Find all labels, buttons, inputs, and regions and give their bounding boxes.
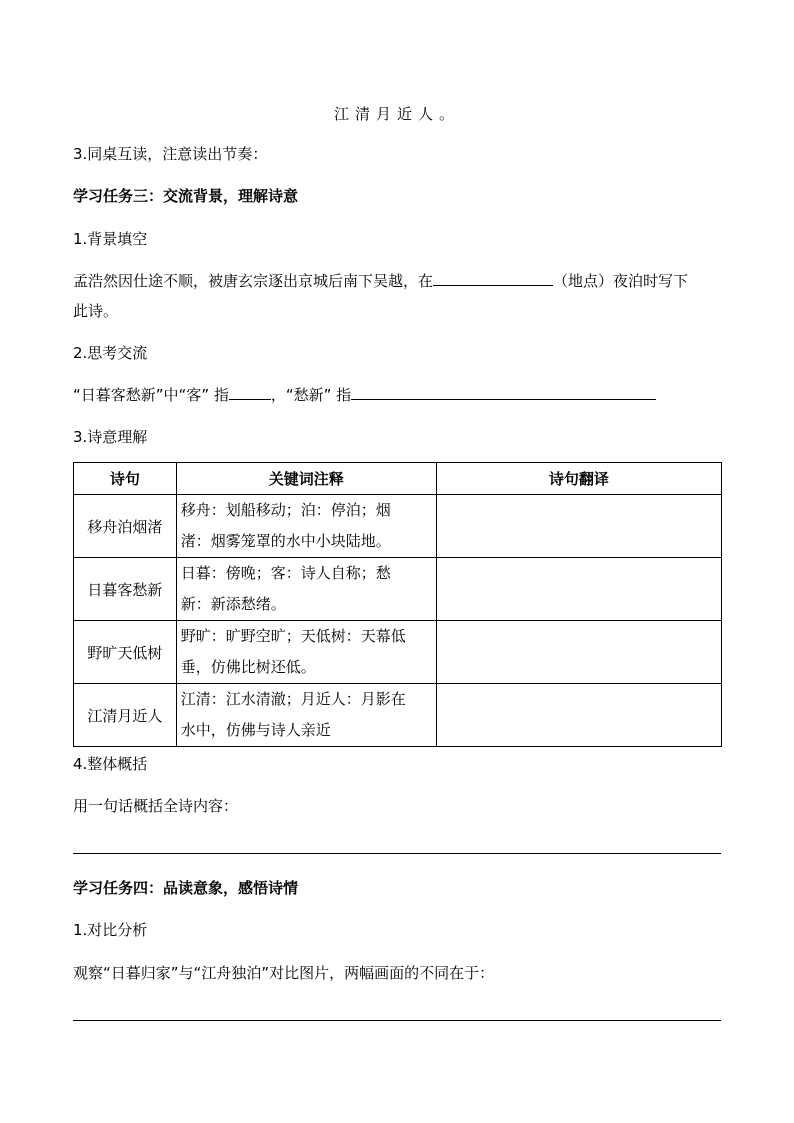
note-line: 垂，仿佛比树还低。	[180, 658, 316, 676]
step-3-instruction: 3.同桌互读，注意读出节奏：	[73, 145, 268, 163]
poem-line-cell: 日暮客愁新	[74, 558, 177, 621]
table-row	[74, 495, 722, 558]
task-4-heading: 学习任务四：品读意象，感悟诗情	[73, 879, 299, 897]
question-3-title: 3.诗意理解	[73, 428, 148, 446]
table-row	[74, 558, 722, 621]
note-line: 野旷：旷野空旷；天低树：天幕低	[180, 627, 406, 645]
poem-last-line: 江清月近人。	[333, 105, 460, 123]
question-1-text-start: 孟浩然因仕途不顺，被唐玄宗逐出京城后南下吴越，在	[73, 272, 434, 290]
question-2-text	[73, 385, 656, 405]
note-line: 新：新添愁绪。	[180, 595, 286, 613]
question-1-text	[73, 271, 688, 291]
question-2-text-mid: ，“愁新” 指	[270, 386, 352, 404]
question-2-title: 2.思考交流	[73, 344, 148, 362]
guest-meaning-blank[interactable]	[229, 385, 271, 400]
keyword-notes-cell	[176, 558, 436, 621]
poem-line-cell: 野旷天低树	[74, 621, 177, 684]
comparison-answer-line[interactable]	[73, 1020, 721, 1021]
question-1-title: 1.背景填空	[73, 230, 148, 248]
keyword-notes-cell	[176, 495, 436, 558]
question-1-text-end: （地点）夜泊时写下	[553, 272, 689, 290]
poem-line-cell: 江清月近人	[74, 684, 177, 747]
note-line: 江清：江水清澈；月近人：月影在	[180, 690, 406, 708]
table-header-row	[74, 463, 722, 495]
translation-cell[interactable]	[436, 495, 721, 558]
poem-line-cell: 移舟泊烟渚	[74, 495, 177, 558]
translation-cell[interactable]	[436, 558, 721, 621]
question-5-text: 观察“日暮归家”与“江舟独泊”对比图片，两幅画面的不同在于：	[73, 964, 495, 982]
note-line: 渚：烟雾笼罩的水中小块陆地。	[180, 532, 391, 550]
header-poem-line: 诗句	[74, 463, 177, 495]
question-2-text-start: “日暮客愁新”中“客” 指	[73, 386, 229, 404]
question-4-text: 用一句话概括全诗内容：	[73, 797, 239, 815]
table-row	[74, 621, 722, 684]
keyword-notes-cell	[176, 684, 436, 747]
table-row	[74, 684, 722, 747]
poem-understanding-table	[73, 462, 722, 747]
header-translation: 诗句翻译	[436, 463, 721, 495]
summary-answer-line[interactable]	[73, 853, 721, 854]
task-3-heading: 学习任务三：交流背景，理解诗意	[73, 187, 299, 205]
translation-cell[interactable]	[436, 684, 721, 747]
sorrow-meaning-blank[interactable]	[351, 385, 656, 400]
question-5-title: 1.对比分析	[73, 921, 148, 939]
keyword-notes-cell	[176, 621, 436, 684]
note-line: 日暮：傍晚；客：诗人自称；愁	[180, 564, 391, 582]
header-keyword-notes: 关键词注释	[176, 463, 436, 495]
question-4-title: 4.整体概括	[73, 755, 148, 773]
note-line: 水中，仿佛与诗人亲近	[180, 721, 331, 739]
note-line: 移舟：划船移动；泊：停泊；烟	[180, 501, 391, 519]
question-1-text-continued: 此诗。	[73, 302, 119, 320]
translation-cell[interactable]	[436, 621, 721, 684]
location-blank[interactable]	[433, 271, 553, 286]
